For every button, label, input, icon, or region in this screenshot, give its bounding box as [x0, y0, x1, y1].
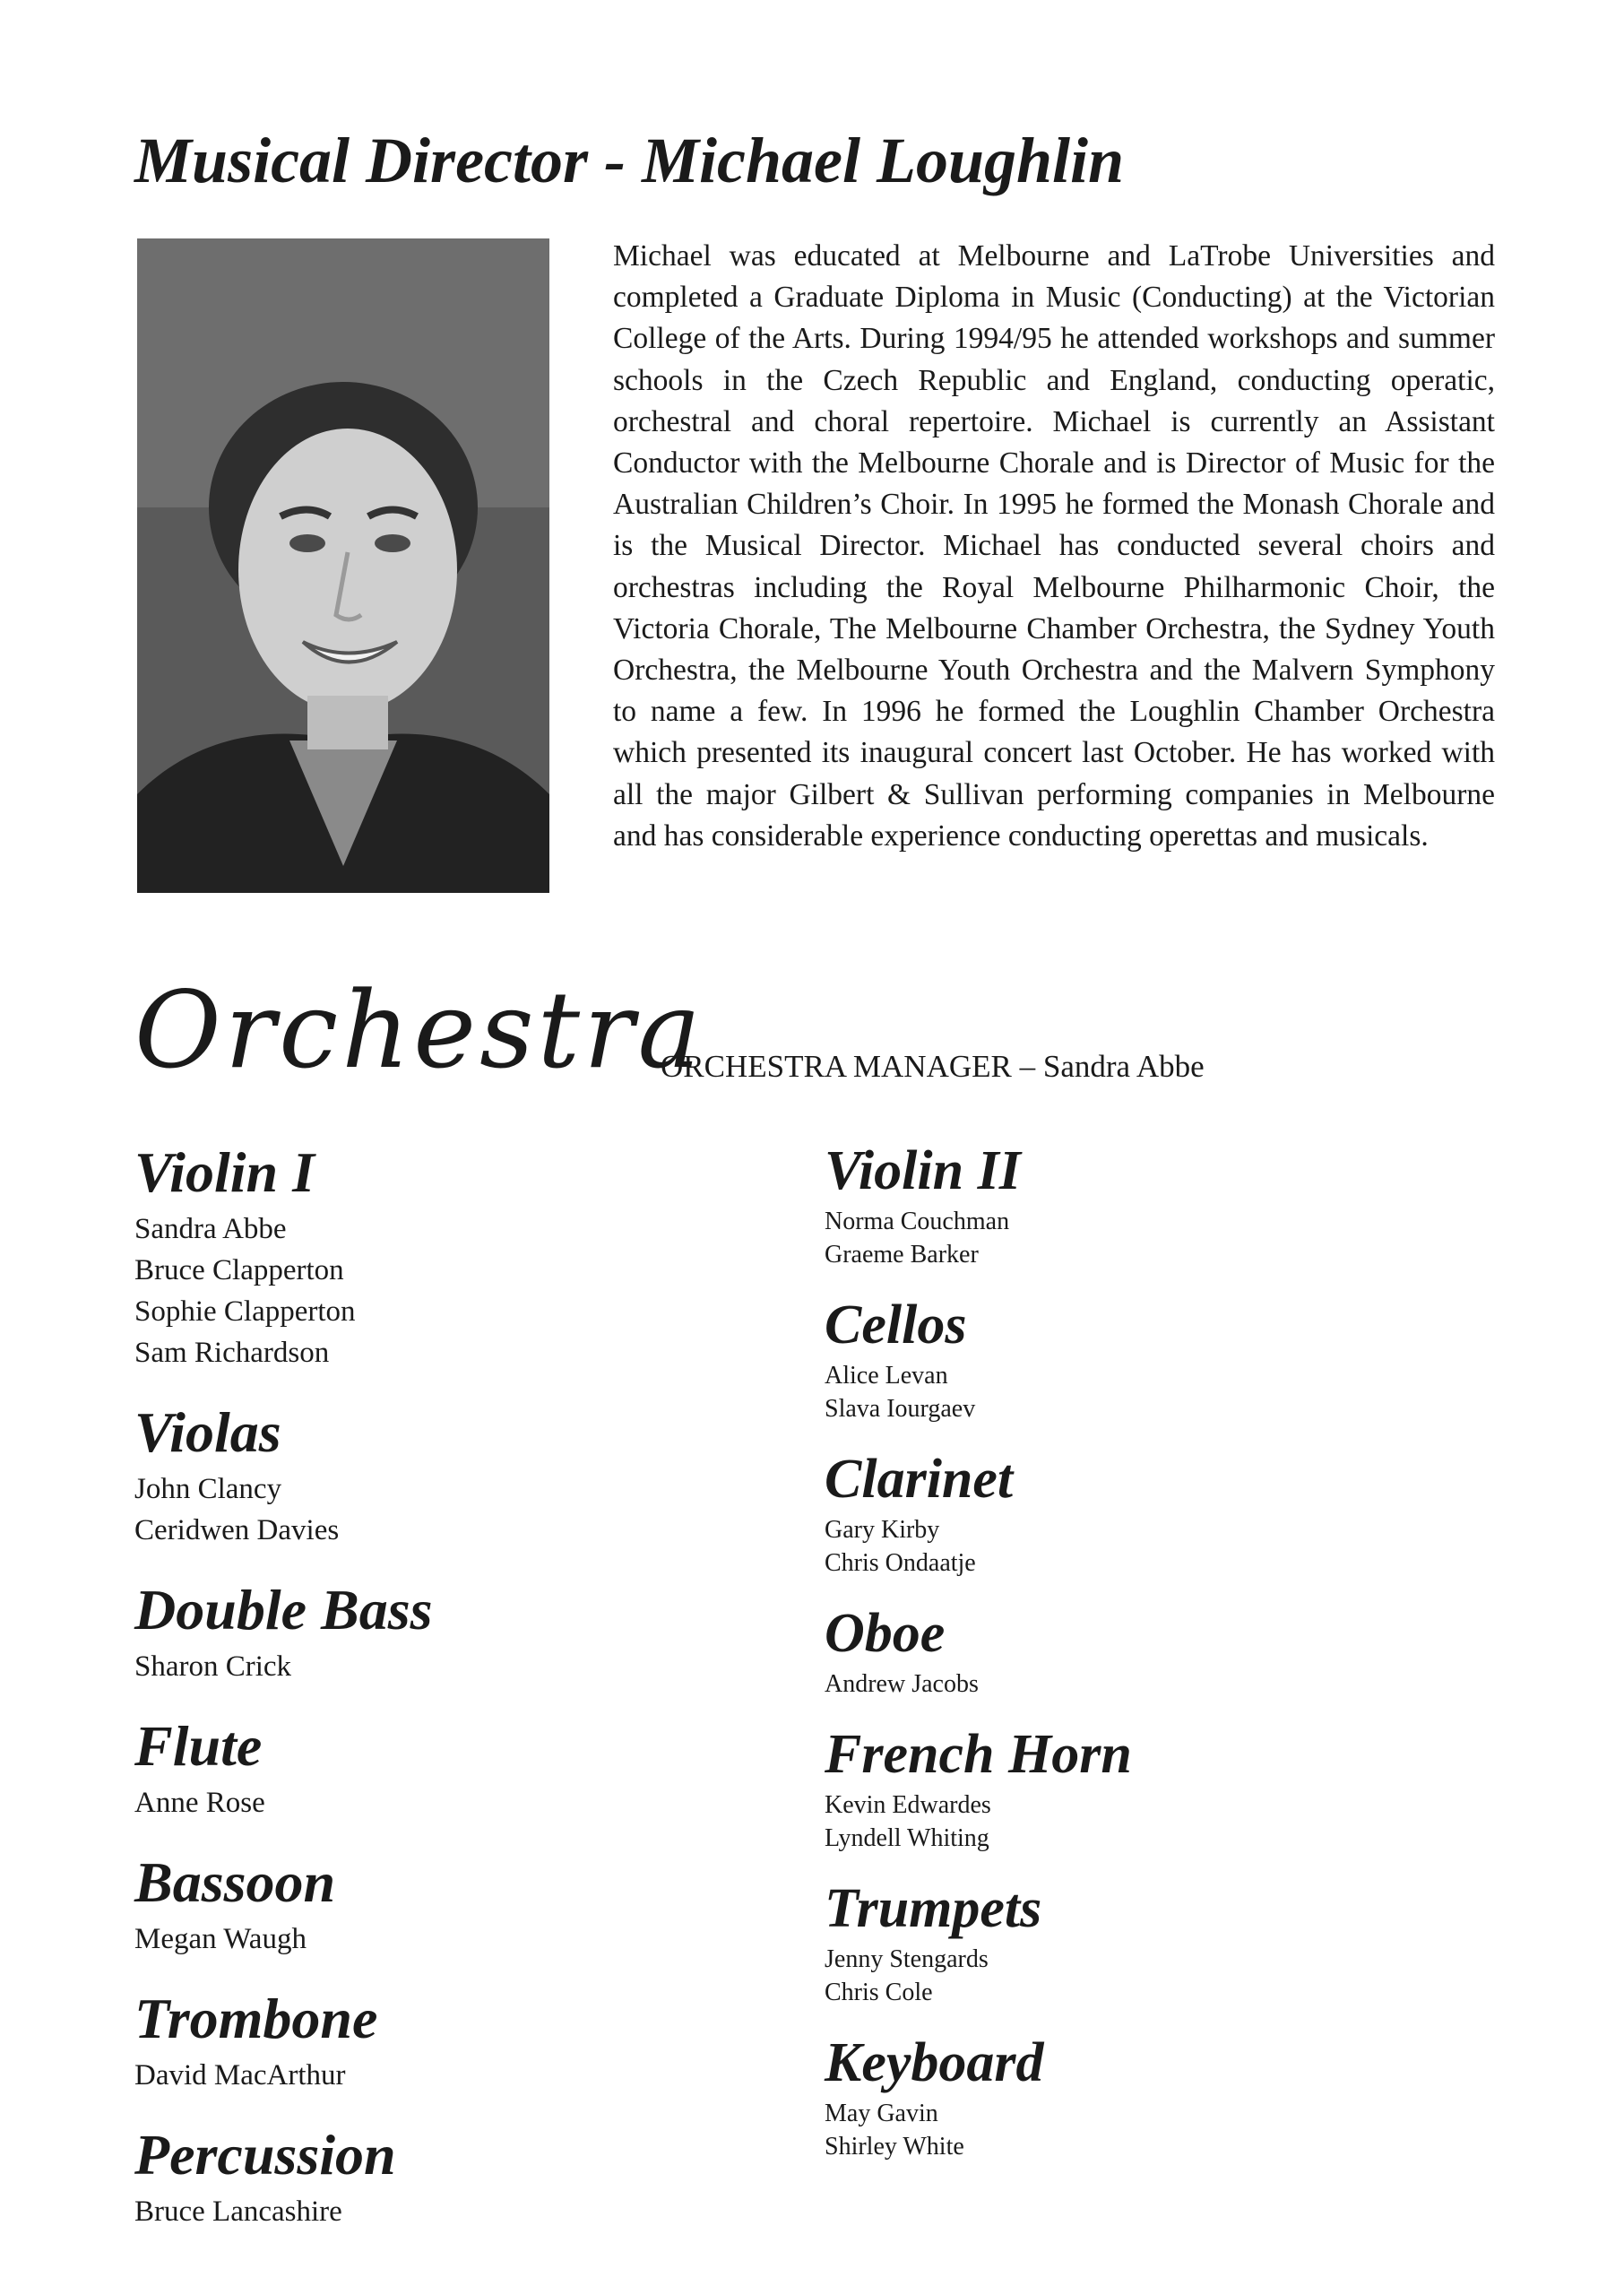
- member-name: Jenny Stengards: [825, 1945, 989, 1973]
- member-list: [825, 1205, 1452, 1271]
- section-violin-1: [134, 1137, 762, 1373]
- member-name: Graeme Barker: [825, 1241, 979, 1269]
- section-double-bass: [134, 1574, 762, 1687]
- member-list: [825, 2097, 1452, 2163]
- member-name: Bruce Clapperton: [134, 1254, 344, 1286]
- director-portrait-photo: [137, 238, 549, 893]
- section-heading: Bassoon: [134, 1850, 336, 1914]
- member-name: John Clancy: [134, 1473, 282, 1505]
- section-heading: Oboe: [825, 1603, 946, 1664]
- section-percussion: [134, 2119, 762, 2232]
- member-list: [825, 1943, 1452, 2009]
- member-name: Bruce Lancashire: [134, 2195, 342, 2228]
- section-violin-2: [825, 1137, 1452, 1271]
- section-oboe: [825, 1599, 1452, 1701]
- section-heading: Violin II: [825, 1140, 1021, 1201]
- orchestra-logo: Orchestra: [134, 968, 704, 1092]
- member-list: [134, 1468, 762, 1551]
- member-list: [825, 1513, 1452, 1580]
- member-name: David MacArthur: [134, 2059, 346, 2091]
- member-name: Lyndell Whiting: [825, 1824, 989, 1852]
- member-list: [825, 1359, 1452, 1425]
- section-heading: Clarinet: [825, 1449, 1014, 1510]
- member-name: Andrew Jacobs: [825, 1670, 979, 1698]
- section-heading: Double Bass: [134, 1578, 433, 1641]
- member-name: Anne Rose: [134, 1787, 265, 1819]
- orchestra-right-column: [825, 1137, 1452, 2183]
- member-list: [134, 1782, 762, 1823]
- member-name: Sharon Crick: [134, 1650, 292, 1683]
- member-name: Slava Iourgaev: [825, 1395, 976, 1423]
- section-trombone: [134, 1983, 762, 2096]
- section-flute: [134, 1710, 762, 1823]
- section-heading: Trumpets: [825, 1878, 1042, 1939]
- member-list: [134, 2055, 762, 2096]
- member-list: [134, 1208, 762, 1373]
- member-list: [825, 1667, 1452, 1701]
- member-name: Sam Richardson: [134, 1337, 330, 1369]
- section-heading: Violas: [134, 1400, 281, 1464]
- page-title: Musical Director - Michael Loughlin: [134, 125, 1125, 196]
- portrait-illustration: [137, 238, 549, 893]
- section-heading: Violin I: [134, 1140, 315, 1204]
- director-biography: Michael was educated at Melbourne and LaTrobe Universities and completed a Graduate Diploma in Music (Conducting) at the Victorian College of the Arts. During 1994/95 he attended workshops and summer schools in the Czech Republic and England, conducting operatic, orchestral and choral repertoire. Michael is currently an Assistant Conductor with the Melbourne Chorale and is Director of Music for the Australian Children’s Choir. In 1995 he formed the Monash Chorale and is the Musical Director. Michael has conducted several choirs and orchestras including the Royal Melbourne Philharmonic Choir, the Victoria Chorale, The Melbourne Chamber Orchestra, the Sydney Youth Orchestra, the Melbourne Youth Orchestra and the Malvern Symphony to name a few. In 1996 he formed the Loughlin Chamber Orchestra which presented its inaugural concert last October. He has worked with all the major Gilbert & Sullivan performing companies in Melbourne and has considerable experience conducting operettas and musicals.: [613, 239, 1495, 853]
- member-name: Chris Cole: [825, 1979, 933, 2006]
- section-cellos: [825, 1291, 1452, 1425]
- section-heading: Keyboard: [825, 2032, 1044, 2093]
- member-list: [825, 1788, 1452, 1855]
- section-bassoon: [134, 1847, 762, 1960]
- section-trumpets: [825, 1875, 1452, 2009]
- member-name: May Gavin: [825, 2100, 938, 2127]
- section-heading: Cellos: [825, 1295, 967, 1355]
- orchestra-left-column: [134, 1137, 762, 2256]
- section-keyboard: [825, 2029, 1452, 2163]
- member-name: Chris Ondaatje: [825, 1549, 976, 1577]
- member-name: Alice Levan: [825, 1362, 948, 1390]
- orchestra-manager-line: ORCHESTRA MANAGER – Sandra Abbe: [661, 1049, 1205, 1084]
- section-clarinet: [825, 1445, 1452, 1580]
- section-french-horn: [825, 1720, 1452, 1855]
- member-name: Sandra Abbe: [134, 1213, 287, 1245]
- member-list: [134, 1918, 762, 1960]
- section-heading: Flute: [134, 1714, 263, 1778]
- member-list: [134, 2191, 762, 2232]
- member-name: Megan Waugh: [134, 1923, 307, 1955]
- member-name: Sophie Clapperton: [134, 1295, 356, 1328]
- member-name: Kevin Edwardes: [825, 1791, 991, 1819]
- member-name: Shirley White: [825, 2133, 964, 2161]
- section-violas: [134, 1397, 762, 1551]
- member-list: [134, 1646, 762, 1687]
- member-name: Gary Kirby: [825, 1516, 940, 1544]
- member-name: Ceridwen Davies: [134, 1514, 340, 1546]
- member-name: Norma Couchman: [825, 1208, 1010, 1235]
- section-heading: Trombone: [134, 1987, 378, 2050]
- section-heading: French Horn: [825, 1724, 1132, 1785]
- section-heading: Percussion: [134, 2123, 396, 2187]
